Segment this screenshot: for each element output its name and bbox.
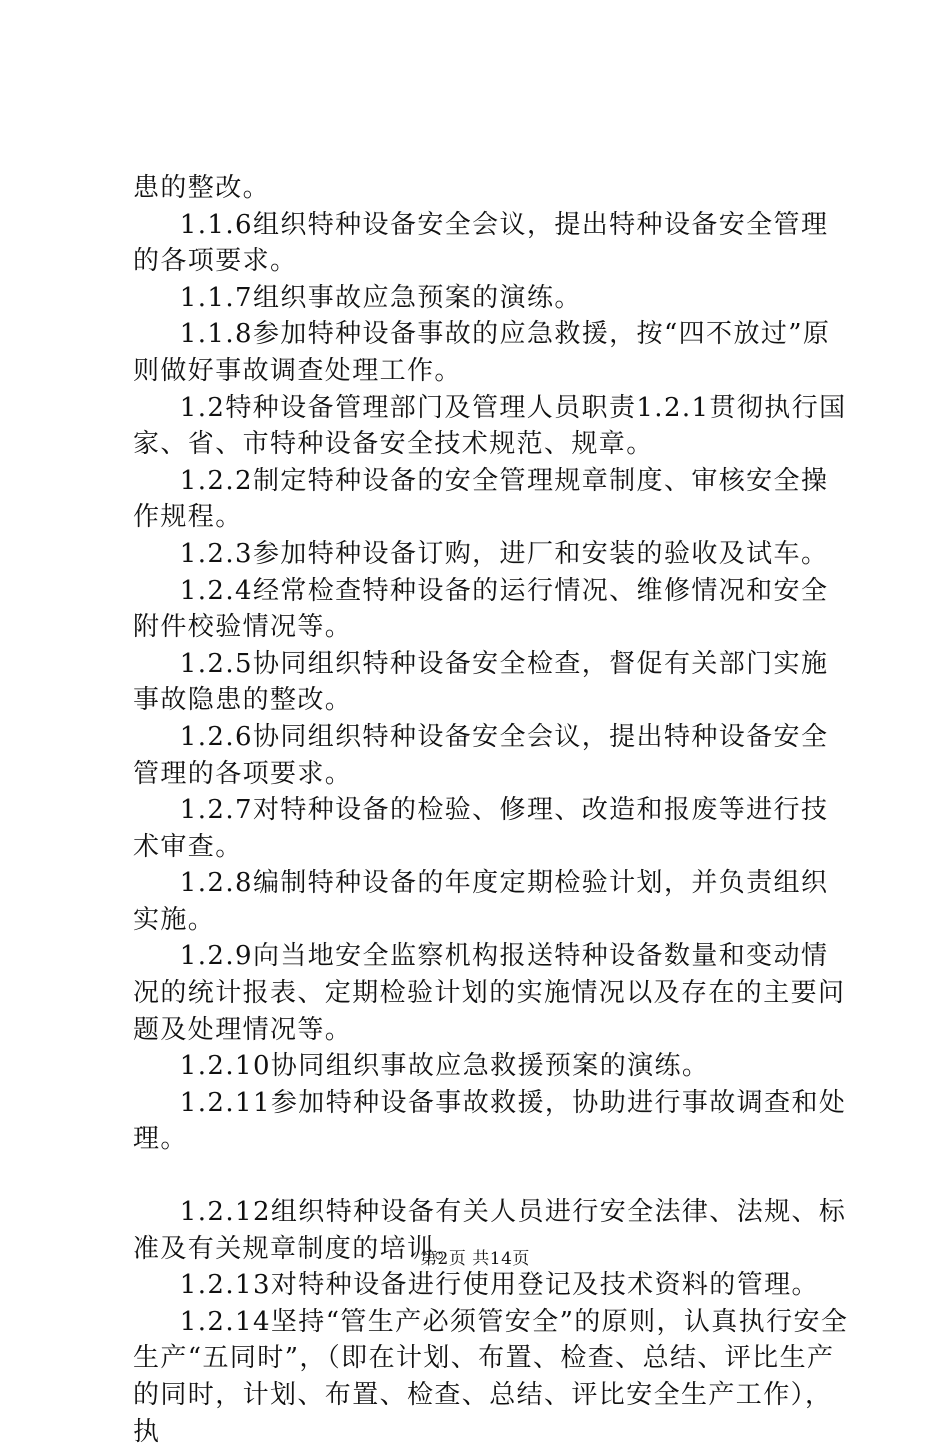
paragraph-13: 1.2.9向当地安全监察机构报送特种设备数量和变动情况的统计报表、定期检验计划的实施情况以及存在的主要问题及处理情况等。 [133, 941, 846, 1045]
paragraph-14: 1.2.10协同组织事故应急救援预案的演练。 [179, 1051, 710, 1082]
paragraph-5: 1.2特种设备管理部门及管理人员职责1.2.1贯彻执行国家、省、市特种设备安全技术规范、规章。 [133, 392, 847, 460]
paragraph-16: 1.2.12组织特种设备有关人员进行安全法律、法规、标准及有关规章制度的培训。 [133, 1197, 847, 1264]
page-number-footer: 第2页 共14页 [420, 1249, 530, 1269]
paragraph-4: 1.1.8参加特种设备事故的应急救援，按“四不放过”原则做好事故调查处理工作。 [133, 319, 831, 386]
paragraph-11: 1.2.7对特种设备的检验、修理、改造和报废等进行技术审查。 [133, 795, 829, 862]
paragraph-17: 1.2.13对特种设备进行使用登记及技术资料的管理。 [179, 1270, 819, 1301]
paragraph-10: 1.2.6协同组织特种设备安全会议，提出特种设备安全管理的各项要求。 [133, 721, 829, 789]
paragraph-1: 患的整改。 [133, 173, 271, 203]
paragraph-12: 1.2.8编制特种设备的年度定期检验计划，并负责组织实施。 [133, 868, 829, 935]
paragraph-3: 1.1.7组织事故应急预案的演练。 [179, 282, 582, 313]
paragraph-6: 1.2.2制定特种设备的安全管理规章制度、审核安全操作规程。 [133, 465, 829, 533]
paragraph-8: 1.2.4经常检查特种设备的运行情况、维修情况和安全附件校验情况等。 [133, 575, 829, 643]
paragraph-2: 1.1.6组织特种设备安全会议，提出特种设备安全管理的各项要求。 [133, 209, 829, 277]
paragraph-7: 1.2.3参加特种设备订购，进厂和安装的验收及试车。 [179, 538, 829, 569]
paragraph-9: 1.2.5协同组织特种设备安全检查，督促有关部门实施事故隐患的整改。 [133, 648, 829, 716]
paragraph-18: 1.2.14坚持“管生产必须管安全”的原则，认真执行安全生产“五同时”，（即在计划、布置、检查、总结、评比生产的同时，计划、布置、检查、总结、评比安全生产工作），执 [133, 1306, 849, 1447]
paragraph-15: 1.2.11参加特种设备事故救援，协助进行事故调查和处理。 [133, 1087, 847, 1155]
